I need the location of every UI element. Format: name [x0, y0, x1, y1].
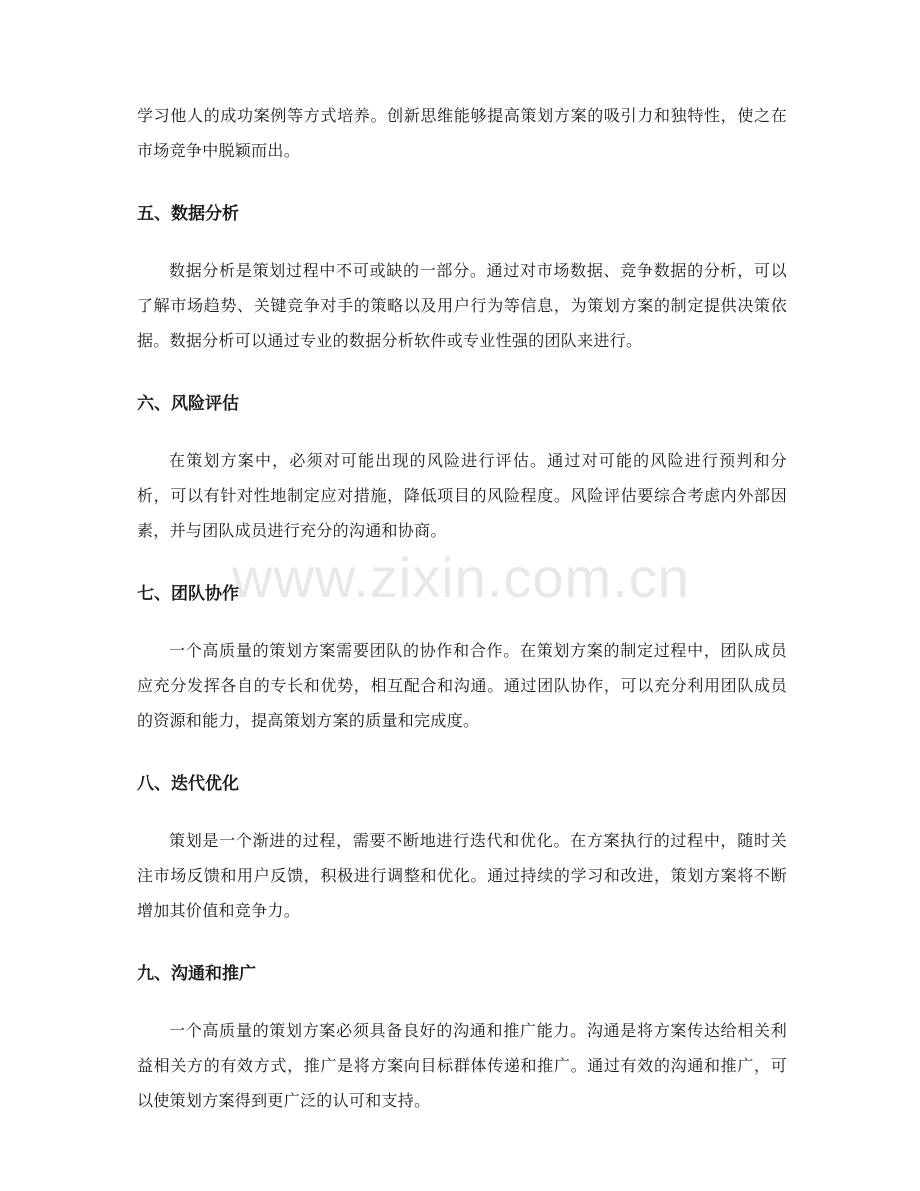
section-heading-iterative-optimization: 八、迭代优化 [137, 774, 239, 794]
section-heading-risk-assessment: 六、风险评估 [137, 394, 239, 414]
section-body-risk-assessment: 在策划方案中，必须对可能出现的风险进行评估。通过对可能的风险进行预判和分析，可以有针对性地制定应对措施，降低项目的风险程度。风险评估要综合考虑内外部因素，并与团队成员进行充分的沟通和协商。 [137, 451, 787, 540]
watermark: www.zixin.com.cn [232, 546, 690, 609]
section-heading-team-collaboration: 七、团队协作 [137, 584, 239, 604]
section-heading-communication-promotion: 九、沟通和推广 [137, 964, 256, 984]
section-body-communication-promotion: 一个高质量的策划方案必须具备良好的沟通和推广能力。沟通是将方案传达给相关利益相关方的有效方式，推广是将方案向目标群体传递和推广。通过有效的沟通和推广，可以使策划方案得到更广泛的认可和支持。 [137, 1021, 787, 1110]
section-heading-data-analysis: 五、数据分析 [137, 204, 239, 224]
section-body-data-analysis: 数据分析是策划过程中不可或缺的一部分。通过对市场数据、竞争数据的分析，可以了解市场趋势、关键竞争对手的策略以及用户行为等信息，为策划方案的制定提供决策依据。数据分析可以通过专业的数据分析软件或专业性强的团队来进行。 [137, 261, 787, 350]
section-body-team-collaboration: 一个高质量的策划方案需要团队的协作和合作。在策划方案的制定过程中，团队成员应充分发挥各自的专长和优势，相互配合和沟通。通过团队协作，可以充分利用团队成员的资源和能力，提高策划方案的质量和完成度。 [137, 641, 787, 730]
document-body [137, 98, 787, 1118]
intro-paragraph: 学习他人的成功案例等方式培养。创新思维能够提高策划方案的吸引力和独特性，使之在市场竞争中脱颖而出。 [137, 106, 787, 160]
section-body-iterative-optimization: 策划是一个渐进的过程，需要不断地进行迭代和优化。在方案执行的过程中，随时关注市场反馈和用户反馈，积极进行调整和优化。通过持续的学习和改进，策划方案将不断增加其价值和竞争力。 [137, 831, 787, 920]
